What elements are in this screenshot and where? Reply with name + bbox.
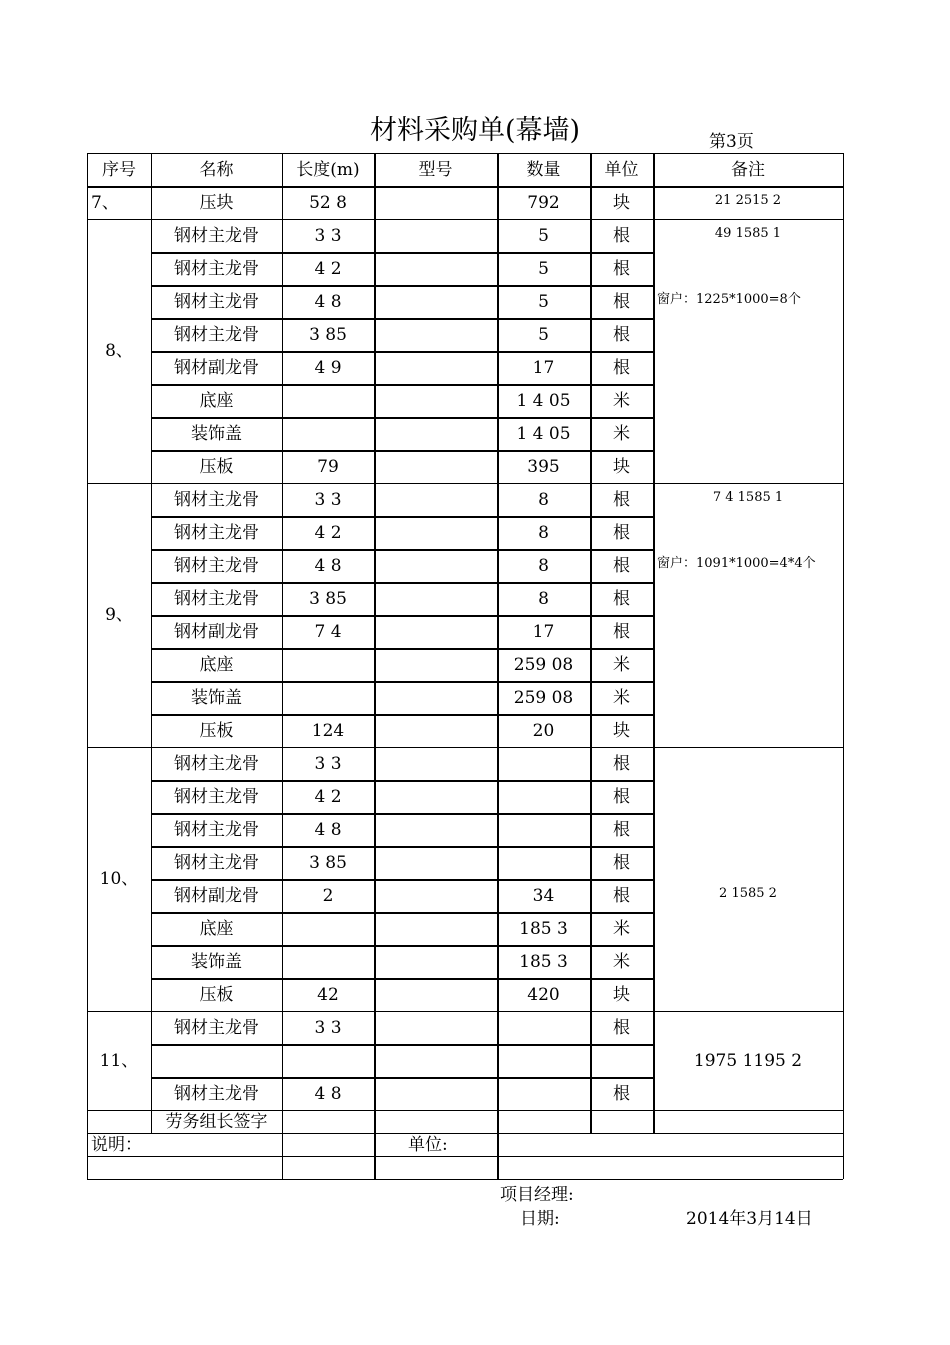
item-name: 钢材主龙骨 (174, 489, 259, 510)
grid-line (151, 813, 653, 815)
item-length: 3 3 (314, 225, 342, 246)
signature-label: 劳务组长签字 (165, 1111, 268, 1132)
remark-value: 1975 1195 2 (693, 1050, 803, 1071)
grid-line (151, 351, 653, 353)
item-length: 42 (317, 984, 339, 1005)
item-qty: 420 (527, 984, 560, 1005)
grid-line (151, 285, 653, 287)
grid-line (151, 846, 653, 848)
item-seq: 7、 (91, 192, 119, 213)
item-length: 4 8 (314, 555, 342, 576)
item-qty: 34 (532, 885, 555, 906)
item-length: 4 2 (314, 786, 342, 807)
item-unit: 根 (613, 852, 630, 873)
item-unit: 米 (613, 654, 630, 675)
item-length: 4 9 (314, 357, 342, 378)
grid-line (151, 450, 653, 452)
item-name: 钢材主龙骨 (174, 1017, 259, 1038)
item-length: 4 8 (314, 1083, 342, 1104)
grid-line (151, 648, 653, 650)
item-name: 钢材主龙骨 (174, 753, 259, 774)
item-length: 4 8 (314, 819, 342, 840)
unit-label: 单位: (408, 1134, 448, 1155)
item-length: 3 85 (309, 852, 347, 873)
remark-value: 21 2515 2 (714, 192, 782, 208)
item-unit: 根 (613, 522, 630, 543)
item-qty: 17 (532, 357, 555, 378)
item-length: 52 8 (309, 192, 347, 213)
item-name: 钢材主龙骨 (174, 291, 259, 312)
item-seq: 8、 (105, 341, 133, 361)
grid-line (87, 1011, 843, 1012)
item-length: 3 3 (314, 753, 342, 774)
grid-line (151, 1077, 653, 1079)
item-name: 钢材副龙骨 (174, 621, 259, 642)
grid-line (151, 978, 653, 980)
item-length: 79 (317, 456, 339, 477)
header-model: 型号 (418, 159, 453, 180)
item-name: 底座 (199, 918, 234, 939)
remark-value: 7 4 1585 1 (712, 489, 784, 505)
item-unit: 根 (613, 258, 630, 279)
grid-line (151, 318, 653, 320)
item-unit: 米 (613, 390, 630, 411)
note-label: 说明： (91, 1134, 142, 1155)
item-name: 钢材主龙骨 (174, 522, 259, 543)
item-unit: 根 (613, 588, 630, 609)
item-unit: 根 (613, 753, 630, 774)
grid-line (87, 219, 843, 220)
item-qty: 17 (532, 621, 555, 642)
item-name: 压板 (199, 984, 234, 1005)
grid-line (151, 549, 653, 551)
item-length: 4 8 (314, 291, 342, 312)
item-unit: 米 (613, 951, 630, 972)
grid-line (653, 153, 655, 1133)
item-unit: 根 (613, 291, 630, 312)
grid-line (151, 681, 653, 683)
item-name: 钢材副龙骨 (174, 885, 259, 906)
item-seq: 10、 (99, 869, 139, 889)
item-length: 124 (311, 720, 345, 741)
grid-line (843, 153, 844, 1179)
grid-line (87, 1156, 843, 1157)
remark-value: 2 1585 2 (719, 885, 777, 901)
item-unit: 根 (613, 621, 630, 642)
item-unit: 块 (613, 984, 630, 1005)
grid-line (151, 912, 653, 914)
item-qty: 8 (538, 522, 549, 543)
item-seq: 9、 (105, 605, 133, 625)
item-name: 压板 (199, 456, 234, 477)
grid-line (151, 945, 653, 947)
item-unit: 根 (613, 786, 630, 807)
item-unit: 块 (613, 720, 630, 741)
item-name: 装饰盖 (191, 687, 242, 708)
item-unit: 根 (613, 489, 630, 510)
remark-note: 窗户：1225*1000=8个 (657, 291, 801, 307)
item-unit: 米 (613, 687, 630, 708)
item-qty: 792 (527, 192, 560, 213)
item-name: 钢材主龙骨 (174, 786, 259, 807)
grid-line (497, 153, 499, 1179)
item-name: 钢材主龙骨 (174, 225, 259, 246)
item-length: 3 3 (314, 1017, 342, 1038)
item-length: 4 2 (314, 522, 342, 543)
item-name: 钢材主龙骨 (174, 852, 259, 873)
item-qty: 185 3 (519, 951, 568, 972)
item-length: 2 (322, 885, 334, 906)
grid-line (151, 1044, 653, 1046)
item-unit: 米 (613, 423, 630, 444)
grid-line (151, 615, 653, 617)
grid-line (87, 1179, 843, 1180)
item-name: 钢材主龙骨 (174, 258, 259, 279)
item-qty: 5 (538, 258, 549, 279)
grid-line (374, 153, 376, 1179)
item-name: 钢材主龙骨 (174, 324, 259, 345)
item-qty: 8 (538, 555, 549, 576)
item-name: 钢材主龙骨 (174, 588, 259, 609)
item-unit: 米 (613, 918, 630, 939)
grid-line (151, 582, 653, 584)
grid-line (87, 747, 843, 748)
item-unit: 根 (613, 225, 630, 246)
item-qty: 5 (538, 225, 549, 246)
grid-line (282, 153, 283, 1179)
grid-line (87, 153, 843, 154)
item-qty: 1 4 05 (516, 423, 571, 444)
header-remark: 备注 (731, 159, 765, 180)
item-name: 底座 (199, 390, 234, 411)
page-title: 材料采购单(幕墙) (370, 115, 581, 146)
item-unit: 根 (613, 1017, 630, 1038)
item-unit: 根 (613, 819, 630, 840)
item-unit: 根 (613, 1083, 630, 1104)
item-unit: 根 (613, 555, 630, 576)
header-name: 名称 (199, 159, 234, 180)
item-name: 钢材主龙骨 (174, 555, 259, 576)
item-name: 底座 (199, 654, 234, 675)
item-qty: 20 (532, 720, 555, 741)
project-manager-label: 项目经理: (500, 1185, 574, 1205)
item-qty: 259 08 (513, 687, 574, 708)
grid-line (590, 153, 592, 1133)
grid-line (87, 1133, 843, 1134)
item-name: 压板 (199, 720, 234, 741)
grid-line (151, 714, 653, 716)
item-name: 钢材主龙骨 (174, 1083, 259, 1104)
grid-line (151, 879, 653, 881)
item-unit: 根 (613, 324, 630, 345)
grid-line (151, 780, 653, 782)
header-unit: 单位 (604, 159, 639, 180)
item-unit: 根 (613, 885, 630, 906)
grid-line (151, 153, 152, 1133)
header-length: 长度(m) (296, 159, 360, 180)
page-number: 第3页 (709, 132, 754, 152)
date-label: 日期: (520, 1209, 560, 1229)
item-length: 7 4 (314, 621, 342, 642)
header-seq: 序号 (102, 159, 136, 180)
grid-line (151, 417, 653, 419)
grid-line (87, 483, 843, 484)
header-qty: 数量 (526, 159, 561, 180)
item-name: 钢材主龙骨 (174, 819, 259, 840)
item-qty: 259 08 (513, 654, 574, 675)
item-qty: 1 4 05 (516, 390, 571, 411)
item-unit: 块 (613, 192, 630, 213)
item-length: 3 3 (314, 489, 342, 510)
item-name: 装饰盖 (191, 951, 242, 972)
grid-line (87, 153, 88, 1179)
item-unit: 根 (613, 357, 630, 378)
item-qty: 395 (527, 456, 560, 477)
grid-line (151, 516, 653, 518)
item-name: 钢材副龙骨 (174, 357, 259, 378)
item-qty: 5 (538, 291, 549, 312)
date-value: 2014年3月14日 (686, 1209, 813, 1229)
remark-note: 窗户：1091*1000=4*4个 (657, 555, 816, 571)
item-qty: 185 3 (519, 918, 568, 939)
item-qty: 8 (538, 588, 549, 609)
item-length: 3 85 (309, 588, 347, 609)
grid-line (87, 186, 843, 188)
remark-value: 49 1585 1 (714, 225, 782, 241)
item-qty: 8 (538, 489, 549, 510)
item-name: 压块 (199, 192, 234, 213)
item-qty: 5 (538, 324, 549, 345)
item-seq: 11、 (99, 1050, 139, 1071)
item-unit: 块 (613, 456, 630, 477)
item-name: 装饰盖 (191, 423, 242, 444)
grid-line (151, 252, 653, 254)
item-length: 4 2 (314, 258, 342, 279)
grid-line (151, 384, 653, 386)
item-length: 3 85 (309, 324, 347, 345)
